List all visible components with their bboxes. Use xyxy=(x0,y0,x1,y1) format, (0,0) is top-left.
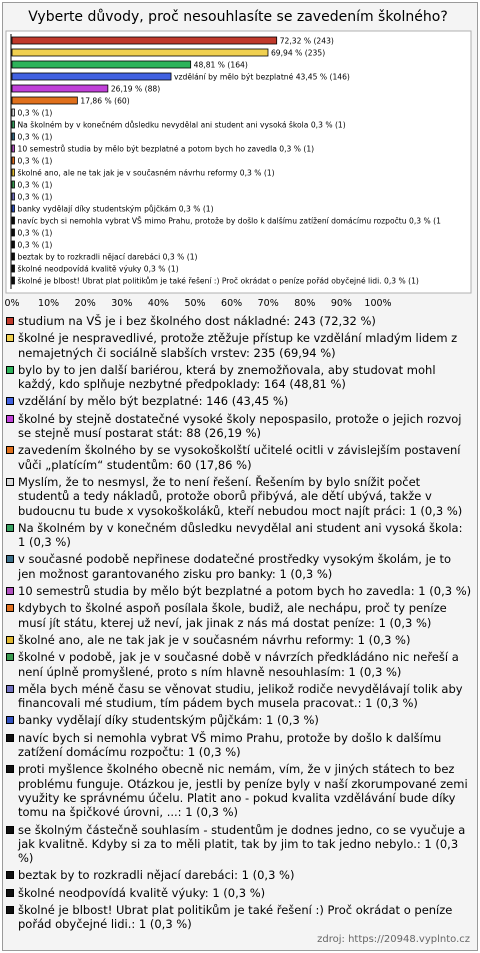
bar-label: 48,81 % (164) xyxy=(193,60,248,70)
legend-item xyxy=(6,363,472,392)
legend-swatch xyxy=(6,478,14,486)
x-tick-label: 60% xyxy=(221,298,243,309)
legend-text: školné v podobě, jak je v současné době v návrzích předkládáno nic neřeší a není úplně promyšlené, proto s ním hlavně nesouhlasím: 1 (0,3 %) xyxy=(18,650,459,679)
legend-swatch xyxy=(6,587,14,595)
bar-label: 72,32 % (243) xyxy=(279,36,334,46)
bar xyxy=(12,121,15,128)
legend-item xyxy=(6,314,472,328)
legend-text: v současné podobě nepřinese dodatečné prostředky vysokým školám, je to jen možnost garantovaného zisku pro banky: 1 (0,3 %) xyxy=(18,552,452,581)
bar xyxy=(12,157,15,164)
legend-text: vzdělání by mělo být bezplatné: 146 (43,45 %) xyxy=(18,394,289,409)
bar-label: 0,3 % (1) xyxy=(17,156,53,166)
legend-text: školné by stejně dostatečné vysoké školy nepospasilo, protože o jejich rozvoj se stejně musí postarat stát: 88 (26,19 %) xyxy=(18,411,462,441)
legend-item xyxy=(6,394,472,408)
x-tick-label: 10% xyxy=(38,298,60,309)
bar-label: Na školném by v konečném důsledku nevydělal ani student ani vysoká škola 0,3 % (1) xyxy=(17,120,346,130)
legend-swatch xyxy=(6,524,14,532)
bar xyxy=(12,253,15,260)
legend-text: zavedením školného by se vysokoškolští učitelé ocitli v závislejším postavení vůči „platícím“ studentům: 60 (17,86 %) xyxy=(18,443,461,472)
legend-swatch xyxy=(6,397,14,405)
x-tick-label: 30% xyxy=(111,298,133,309)
legend-swatch xyxy=(6,871,14,879)
legend-swatch xyxy=(6,765,14,773)
legend-swatch xyxy=(6,716,14,724)
x-tick-label: 0% xyxy=(4,298,20,309)
chart-title: Vyberte důvody, proč nesouhlasíte se zavedením školného? xyxy=(28,9,448,25)
bar-label: 0,3 % (1) xyxy=(17,180,53,190)
legend-text: beztak by to rozkradli nějací darebáci: 1 (0,3 %) xyxy=(18,868,295,883)
bar-label: 0,3 % (1) xyxy=(17,108,53,118)
bar xyxy=(12,241,15,248)
bar-label: školné neodpovídá kvalitě výuky 0,3 % (1) xyxy=(17,264,179,274)
x-tick-label: 40% xyxy=(147,298,169,309)
bar-label: školné je blbost! Ubrat plat politikům je také řešení :) Proč okrádat o peníze pořád obyčejné lidi. 0,3 % (1) xyxy=(17,276,419,286)
bar-label: 0,3 % (1) xyxy=(17,240,53,250)
legend-text: kdybych to školné aspoň posílala škole, budiž, ale nechápu, proč ty peníze musí jít státu, kterej už neví, jak jinak z nás má dostat peníze: 1 (0,3 %) xyxy=(18,601,447,630)
bar xyxy=(12,85,108,92)
legend-item xyxy=(6,443,472,472)
legend-swatch xyxy=(6,889,14,897)
bar-label: navíc bych si nemohla vybrat VŠ mimo Prahu, protože by došlo k dalšímu zatížení domácímu rozpočtu 0,3 % (1 xyxy=(17,216,441,226)
bar xyxy=(12,205,15,212)
bar-label: 0,3 % (1) xyxy=(17,192,53,202)
legend-text: bylo by to jen další bariérou, která by znemožňovala, aby studovat mohl každý, kdo splňuje nezbytné předpoklady: 164 (48,81 %) xyxy=(18,362,436,392)
bar xyxy=(12,181,15,188)
legend-text: studium na VŠ je i bez školného dost nákladné: 243 (72,32 %) xyxy=(18,314,376,328)
bar-label: beztak by to rozkradli nějací darebáci 0,3 % (1) xyxy=(17,252,198,262)
legend-item xyxy=(6,650,472,679)
bar xyxy=(12,145,15,152)
x-tick-label: 80% xyxy=(294,298,316,309)
x-tick-label: 70% xyxy=(257,298,279,309)
bar xyxy=(12,49,268,56)
bar xyxy=(12,61,191,68)
bar-label: banky vydělají díky studentským půjčkám 0,3 % (1) xyxy=(17,204,214,214)
legend-text: Na školném by v konečném důsledku nevydělal ani student ani vysoká škola: 1 (0,3 %) xyxy=(18,520,463,550)
legend-text: Myslím, že to nesmysl, že to není řešení. Řešením by bylo snížit počet studentů a tedy nákladů, protože oborů přibývá, ale dětí ubývá, takže v budoucnu tu bude x vysokoškoláků, kteří nebudou moct najít práci: 1 (0,3 %) xyxy=(18,474,463,518)
legend-text: školné je nespravedlivé, protože ztěžuje přístup ke vzdělání mladým lidem z nemajetných či sociálně slabších vrstev: 235 (69,94 %) xyxy=(18,331,458,360)
legend-swatch xyxy=(6,604,14,612)
bar xyxy=(12,97,77,104)
legend-swatch xyxy=(6,366,14,374)
bar-label: 10 semestrů studia by mělo být bezplatné a potom bych ho zavedla 0,3 % (1) xyxy=(17,144,315,154)
bar-label: 26,19 % (88) xyxy=(110,84,161,94)
legend-item xyxy=(6,331,472,360)
bar xyxy=(12,133,15,140)
legend-item xyxy=(6,601,472,630)
bar xyxy=(12,265,15,272)
bar xyxy=(12,37,277,44)
bar-label: vzdělání by mělo být bezplatné 43,45 % (146) xyxy=(174,72,350,82)
x-tick-label: 100% xyxy=(364,298,392,309)
bar xyxy=(12,277,15,284)
legend-item xyxy=(6,633,472,647)
legend-text: se školným částečně souhlasím - studentům je dodnes jedno, co se vyučuje a jak kvalitně. Kdyby si za to měli platit, tak by jim to tak jedno nebylo.: 1 (0,3 %) xyxy=(18,822,466,866)
legend-swatch xyxy=(6,653,14,661)
x-tick-label: 20% xyxy=(74,298,96,309)
bar-chart xyxy=(0,0,480,312)
legend-item xyxy=(6,412,472,441)
bar-label: 0,3 % (1) xyxy=(17,132,53,142)
legend-swatch xyxy=(6,446,14,454)
legend-item xyxy=(6,584,472,598)
legend-text: měla bych méně času se věnovat studiu, jelikož rodiče nevydělávají tolik aby financovali mé studium, tím pádem bych musela pracovat.: 1 (0,3 %) xyxy=(18,681,463,711)
legend-item xyxy=(6,713,472,727)
legend-swatch xyxy=(6,334,14,342)
legend-swatch xyxy=(6,317,14,325)
legend-item xyxy=(6,521,472,550)
bar xyxy=(12,73,171,80)
bar-label: školné ano, ale ne tak jak je v současném návrhu reformy 0,3 % (1) xyxy=(17,168,275,178)
legend-text: 10 semestrů studia by mělo být bezplatné a potom bych ho zavedla: 1 (0,3 %) xyxy=(18,584,472,599)
legend-text: školné ano, ale ne tak jak je v současném návrhu reformy: 1 (0,3 %) xyxy=(18,632,411,647)
x-tick-label: 50% xyxy=(184,298,206,309)
legend-swatch xyxy=(6,555,14,563)
bar xyxy=(12,109,15,116)
legend-item xyxy=(6,731,472,760)
legend-swatch xyxy=(6,636,14,644)
legend-text: školné neodpovídá kvalitě výuky: 1 (0,3 %) xyxy=(18,885,266,900)
source-note: zdroj: https://20948.vyplnto.cz xyxy=(317,934,470,945)
bar-label: 69,94 % (235) xyxy=(270,48,326,58)
legend-swatch xyxy=(6,826,14,834)
legend-item xyxy=(6,682,472,711)
legend-text: proti myšlence školného obecně nic nemám, vím, že v jiných státech to bez problému funguje. Otázkou je, jestli by peníze byly v naší zkorumpované zemi využity ke správnému účelu. Platit ano - pokud kvalita vzdělávání bude díky tomu na špičkové úrovni, ...: 1 (0,3 %) xyxy=(18,762,468,820)
legend-text: banky vydělají díky studentským půjčkám: 1 (0,3 %) xyxy=(18,713,319,728)
legend-text: navíc bych si nemohla vybrat VŠ mimo Prahu, protože by došlo k dalšímu zatížení domácímu rozpočtu: 1 (0,3 %) xyxy=(18,730,442,760)
legend-swatch xyxy=(6,734,14,742)
bar xyxy=(12,169,15,176)
legend-item xyxy=(6,823,472,866)
legend-swatch xyxy=(6,415,14,423)
x-tick-label: 90% xyxy=(330,298,352,309)
legend-swatch xyxy=(6,906,14,914)
legend-item xyxy=(6,552,472,581)
legend-item xyxy=(6,475,472,518)
legend xyxy=(6,314,472,935)
bar-label: 17,86 % (60) xyxy=(80,96,130,106)
legend-item xyxy=(6,868,472,882)
legend-text: školné je blbost! Ubrat plat politikům je také řešení :) Proč okrádat o peníze pořád obyčejné lidi.: 1 (0,3 %) xyxy=(18,902,453,932)
bar xyxy=(12,229,15,236)
bar xyxy=(12,217,15,224)
bar xyxy=(12,193,15,200)
bar-label: 0,3 % (1) xyxy=(17,228,53,238)
legend-item xyxy=(6,762,472,819)
legend-item xyxy=(6,903,472,932)
legend-item xyxy=(6,886,472,900)
legend-swatch xyxy=(6,685,14,693)
